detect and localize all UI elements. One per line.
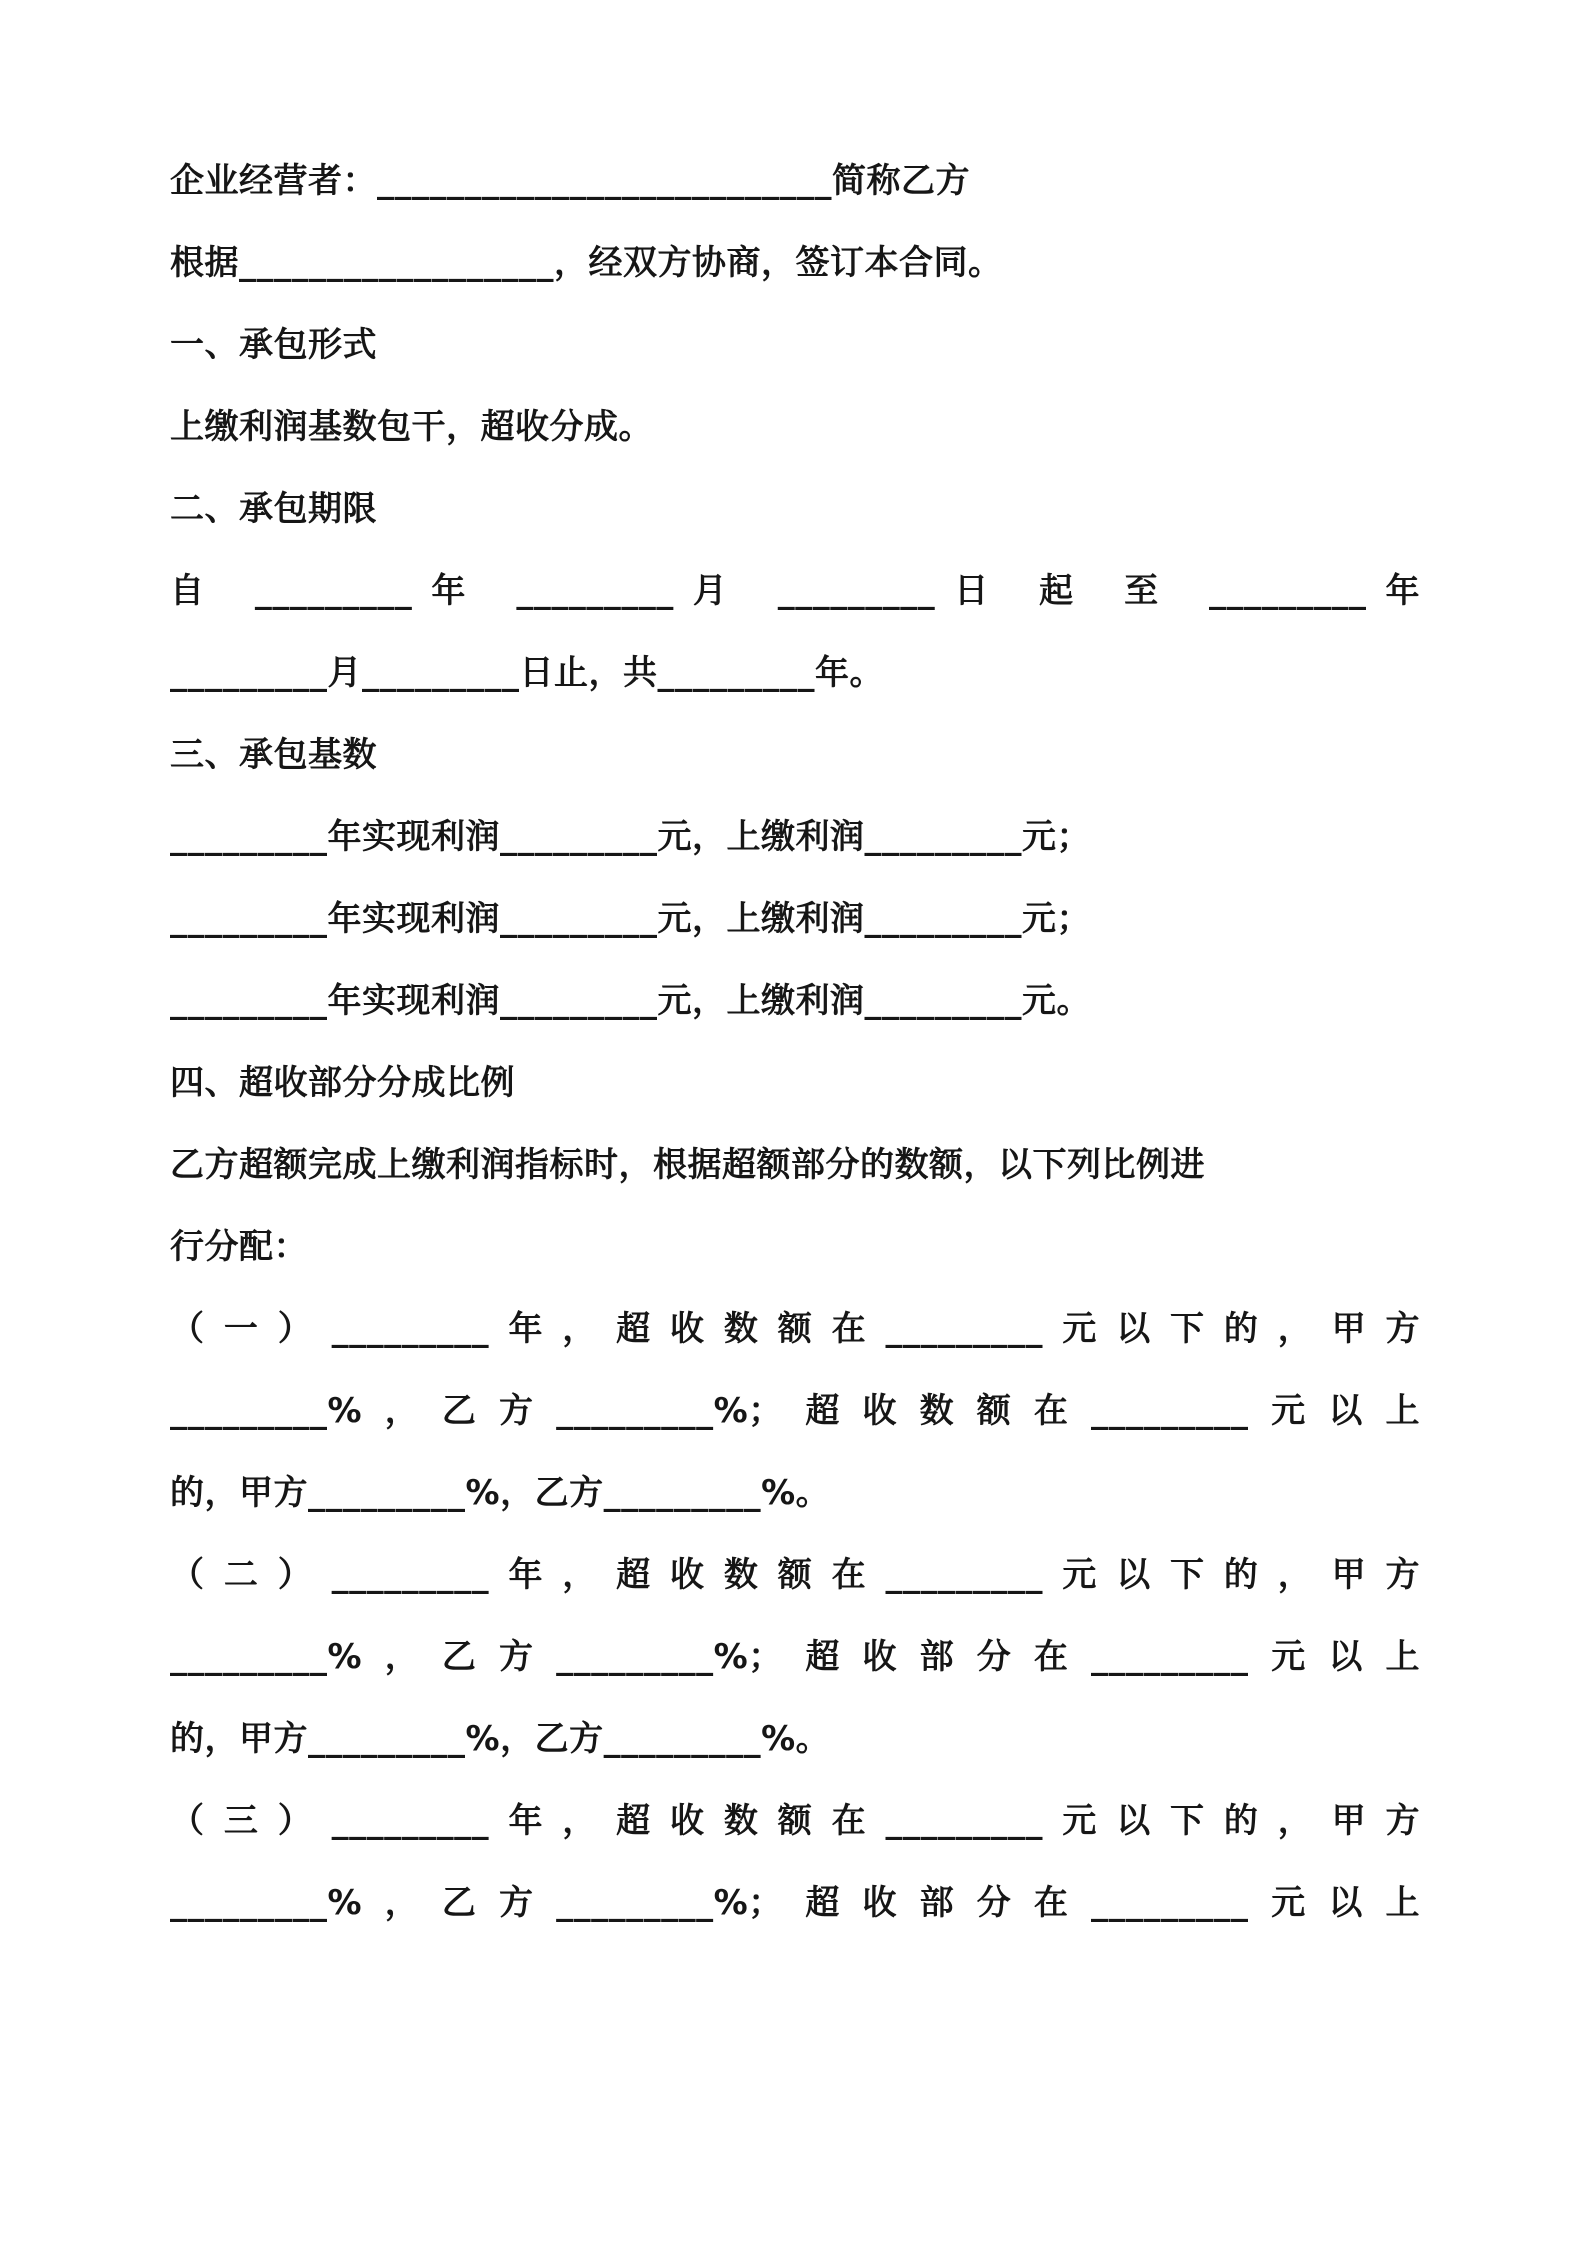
item-1-line-1: （一）_________年，超收数额在_________元以下的，甲方 <box>170 1309 1420 1349</box>
ratio-intro-line-1: 乙方超额完成上缴利润指标时，根据超额部分的数额，以下列比例进 <box>170 1145 1205 1185</box>
basis-line: 根据__________________，经双方协商，签订本合同。 <box>170 243 1003 283</box>
item-1-line-2: _________%，乙方_________%；超收数额在_________元以上 <box>170 1391 1420 1431</box>
item-3-line-1: （三）_________年，超收数额在_________元以下的，甲方 <box>170 1801 1420 1841</box>
party-b-line: 企业经营者：__________________________简称乙方 <box>170 161 970 201</box>
profit-base-line-1: _________年实现利润_________元，上缴利润_________元； <box>170 817 1091 857</box>
term-start-line: 自 _________年 _________月 _________日 起 至 _________年 <box>170 571 1420 611</box>
item-3-line-2: _________%，乙方_________%；超收部分在_________元以上 <box>170 1883 1420 1923</box>
item-1-line-3: 的，甲方_________%，乙方_________%。 <box>170 1473 831 1513</box>
section-heading-1: 一、承包形式 <box>170 325 377 365</box>
section-heading-4: 四、超收部分分成比例 <box>170 1063 515 1103</box>
paragraph-line: 上缴利润基数包干，超收分成。 <box>170 407 653 447</box>
section-heading-2: 二、承包期限 <box>170 489 377 529</box>
item-2-line-1: （二）_________年，超收数额在_________元以下的，甲方 <box>170 1555 1420 1595</box>
item-2-line-2: _________%，乙方_________%；超收部分在_________元以上 <box>170 1637 1420 1677</box>
term-end-line: _________月_________日止，共_________年。 <box>170 653 884 693</box>
item-2-line-3: 的，甲方_________%，乙方_________%。 <box>170 1719 831 1759</box>
profit-base-line-3: _________年实现利润_________元，上缴利润_________元。 <box>170 981 1091 1021</box>
section-heading-3: 三、承包基数 <box>170 735 377 775</box>
profit-base-line-2: _________年实现利润_________元，上缴利润_________元； <box>170 899 1091 939</box>
ratio-intro-line-2: 行分配： <box>170 1227 308 1267</box>
